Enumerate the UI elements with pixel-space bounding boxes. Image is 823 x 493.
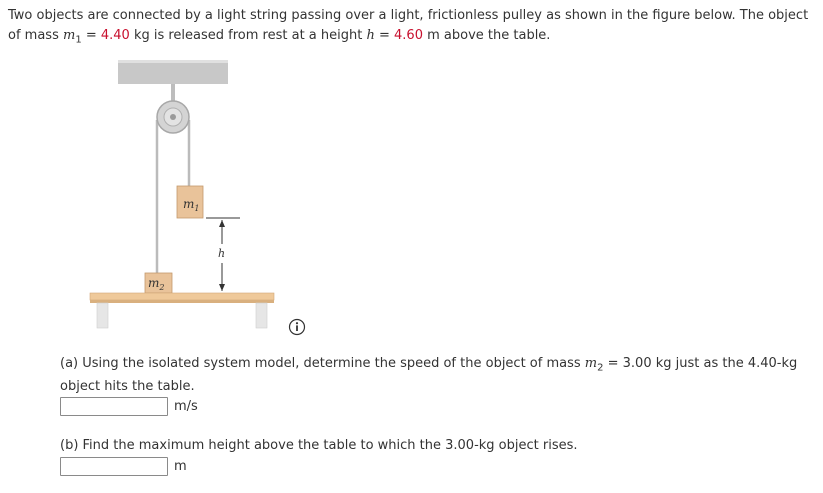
ceiling <box>118 60 228 84</box>
h-label: h <box>218 247 226 260</box>
intro-line-2-prefix: of mass <box>8 28 63 43</box>
question-part-a <box>60 352 816 398</box>
block-m1-label: $m_1$ <box>183 197 200 213</box>
table-leg-left <box>97 303 108 328</box>
table-leg-right <box>256 303 267 328</box>
equals-sign-2: = <box>374 28 395 43</box>
pulley-axle <box>170 114 176 120</box>
m1-subscript: 1 <box>75 34 82 46</box>
unit-label-a: m/s <box>174 399 198 414</box>
part-a-text: (a) Using the isolated system model, determine the speed of the object of mass <box>60 356 585 371</box>
problem-statement <box>8 6 818 46</box>
answer-row-b <box>60 457 187 476</box>
info-icon[interactable] <box>288 318 306 336</box>
unit-label-b: m <box>174 459 187 474</box>
m1-value: 4.40 <box>100 28 130 43</box>
h-symbol: h <box>366 28 375 43</box>
m2-subscript: 2 <box>597 362 604 374</box>
part-a-text-line2: object hits the table. <box>60 379 195 394</box>
h-value: 4.60 <box>394 28 423 43</box>
m1-symbol: m <box>62 28 76 43</box>
m2-symbol: m <box>584 356 598 371</box>
part-a-text-suffix: 3.00 kg just as the 4.40-kg <box>622 356 798 371</box>
answer-row-a <box>60 397 198 416</box>
question-part-b <box>60 436 816 456</box>
block-m2-label: $m_2$ <box>148 276 165 292</box>
table-top <box>90 293 274 300</box>
h-suffix-text: m above the table. <box>422 28 551 43</box>
intro-line-1: Two objects are connected by a light string passing over a light, frictionless pulley as shown in the figure below. The object <box>8 8 809 23</box>
pulley-figure <box>88 58 282 333</box>
answer-input-b[interactable] <box>60 457 168 476</box>
part-b-text: (b) Find the maximum height above the table to which the 3.00-kg object rises. <box>60 438 578 453</box>
pulley-diagram <box>88 58 282 333</box>
answer-input-a[interactable] <box>60 397 168 416</box>
m1-unit-text: kg is released from rest at a height <box>129 28 367 43</box>
equals-sign: = <box>81 28 101 43</box>
part-a-equals: = <box>603 356 623 371</box>
